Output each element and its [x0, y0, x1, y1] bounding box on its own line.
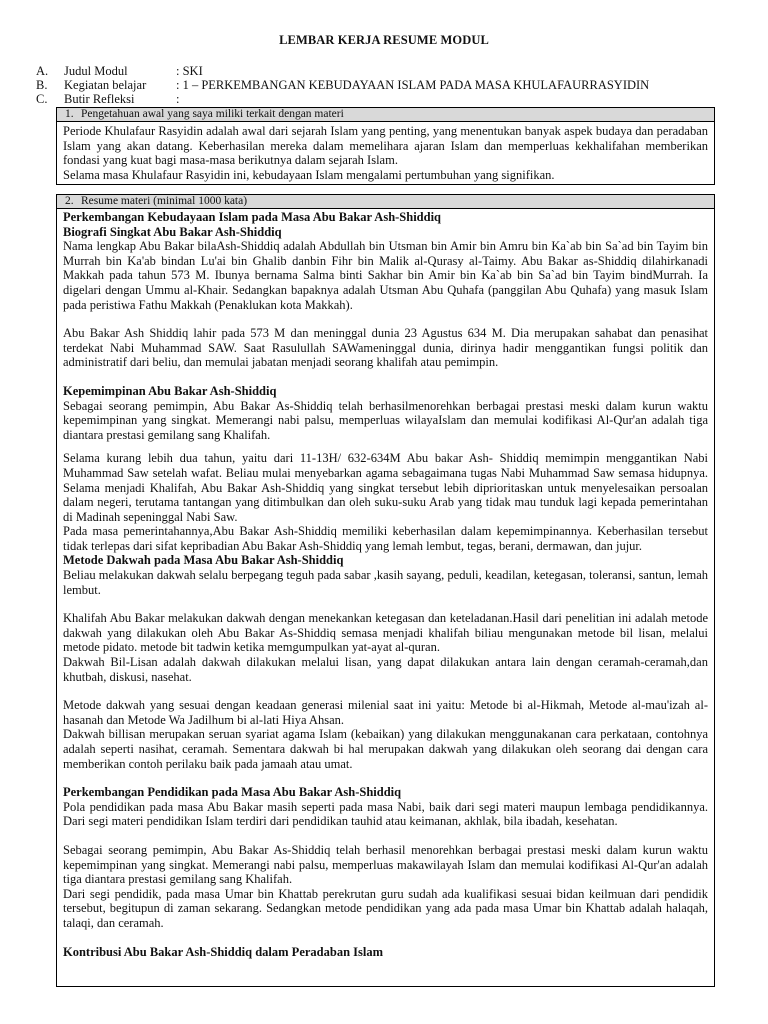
- section-heading: Resume materi (minimal 1000 kata): [81, 195, 248, 207]
- heading-kontribusi: Kontribusi Abu Bakar Ash-Shiddiq dalam Peradaban Islam: [63, 944, 384, 959]
- paragraph: Periode Khulafaur Rasyidin adalah awal dari sejarah Islam yang penting, yang menentukan banyak aspek budaya dan peradaban Islam yang akan datang. Keberhasilan mereka dalam memelihara ajaran Islam dan memperluas kekhalifahan memberikan fondasi yang kuat bagi masa-masa berikutnya dalam sejarah Islam.: [63, 124, 708, 168]
- section-1-box: [56, 107, 715, 185]
- meta-value: :: [176, 92, 180, 106]
- meta-label: Butir Refleksi: [64, 92, 135, 106]
- section-2-body: [57, 209, 714, 959]
- paragraph: Pola pendidikan pada masa Abu Bakar masih seperti pada masa Nabi, baik dari segi materi maupun lembaga pendidikannya. Dari segi materi pendidikan Islam terdiri dari pendidikan tauhid atau keimanan, akhlak, bila ibadah, kesehatan.: [63, 799, 708, 829]
- meta-value: : SKI: [176, 64, 203, 78]
- paragraph: Metode dakwah yang sesuai dengan keadaan generasi milenial saat ini yaitu: Metode bi al-Hikmah, Metode al-mau'izah al-hasanah dan Metode Wa Jadilhum bi al-lati Hiya Ahsan.: [63, 698, 708, 727]
- paragraph: Selama masa Khulafaur Rasyidin ini, kebudayaan Islam mengalami pertumbuhan yang signifikan.: [63, 167, 555, 182]
- heading-kepemimpinan: Kepemimpinan Abu Bakar Ash-Shiddiq: [63, 383, 277, 398]
- paragraph: Dakwah billisan merupakan seruan syariat agama Islam (kebaikan) yang dilakukan menggunakanan cara perkataan, contohnya adalah seperti nasihat, ceramah. Sementara dakwah bi hal merupakan dakwah yang dilakukan oleh seorang dai dengan cara memberikan contoh perilaku baik pada jamaah atau umat.: [63, 727, 708, 771]
- paragraph: Nama lengkap Abu Bakar bilaAsh-Shiddiq adalah Abdullah bin Utsman bin Amir bin Amru bin Ka`ab bin Sa`ad bin Tayim bin Murrah bin Ka'ab bindan Lu'ai bin Ghalib danbin Fihr bin Malik al-Qurasy al-Taimy. Abu Bakar as-Shiddiq dilahirkanadi Makkah pada tahun 573 M. Ibunya bernama Salma binti Sakhar bin Amir bin Ka`ab bin Sa`ad bin Tayim bindMurrah. Ia digelari dengan Ummu al-Khair. Sedangkan bapaknya adalah Utsman Abu Quhafa (panggilan Abu Quhafa) yang masuk Islam pada peristiwa Fathu Makkah (Penaklukan kota Makkah).: [63, 239, 708, 312]
- meta-label: Judul Modul: [64, 64, 128, 78]
- document-title: LEMBAR KERJA RESUME MODUL: [279, 33, 489, 47]
- meta-label: Kegiatan belajar: [64, 78, 147, 92]
- meta-letter: A.: [36, 64, 49, 78]
- paragraph: Selama kurang lebih dua tahun, yaitu dari 11-13H/ 632-634M Abu bakar Ash- Shiddiq memimpin menggantikan Nabi Muhammad Saw setelah wafat. Beliau mulai menyebarkan agama sebagaimana tugas Nabi Muhammad Saw semasa hidupnya. Selama menjadi Khalifah, Abu Bakar Ash-Shiddiq yang singkat tersebut lebih diprioritaskan untuk menyelesaikan persoalan dalam negeri, terutama tantangan yang ditimbulkan dan oleh suku-suku Arab yang tidak mau tunduk lagi kepada pemerintahan di Madinah sepeninggal Nabi Saw.: [63, 451, 708, 524]
- paragraph: Beliau melakukan dakwah selalu berpegang teguh pada sabar ,kasih sayang, peduli, keadilan, ketegasan, toleransi, santun, lemah lembut.: [63, 568, 708, 597]
- meta-letter: B.: [36, 78, 48, 92]
- heading-metode-dakwah: Metode Dakwah pada Masa Abu Bakar Ash-Shiddiq: [63, 553, 344, 568]
- section-2-box: [56, 194, 715, 987]
- meta-letter: C.: [36, 92, 48, 106]
- paragraph: Abu Bakar Ash Shiddiq lahir pada 573 M dan meninggal dunia 23 Agustus 634 M. Dia merupakan sahabat dan penasihat terdekat Nabi Muhammad SAW. Saat Rasulullah SAWameninggal dunia, dirinya hadir menggantikan fungsi politik dan administratif dari beliu, dan memulai jabatan menjadi seorang khalifah atau pemimpin.: [63, 326, 708, 370]
- paragraph: Dari segi pendidik, pada masa Umar bin Khattab perekrutan guru sudah ada kualifikasi sesuai bidan keilmuan dari pendidik tersebut, begitupun di zaman sekarang. Sedangkan metode pendidikan yang ada pada masa Umar bin Khattab adalah halaqah, talaqi, dan ceramah.: [63, 886, 708, 930]
- section-heading: Pengetahuan awal yang saya miliki terkait dengan materi: [81, 108, 344, 120]
- section-number: 2.: [65, 195, 74, 207]
- meta-value: : 1 – PERKEMBANGAN KEBUDAYAAN ISLAM PADA MASA KHULAFAURRASYIDIN: [176, 78, 650, 92]
- heading-pendidikan: Perkembangan Pendidikan pada Masa Abu Bakar Ash-Shiddiq: [63, 785, 402, 800]
- paragraph: Khalifah Abu Bakar melakukan dakwah dengan menekankan ketegasan dan keteladanan.Hasil dari penelitian ini adalah metode dakwah yang dilakukan oleh Abu Bakar As-Shiddiq semasa menjadi khalifah biliau mengunakan metode bil lisan, melalui metode pidato. metode bit tadwin ketika memgumpulkan yat-ayat al-quran.: [63, 611, 708, 655]
- paragraph: Sebagai seorang pemimpin, Abu Bakar As-Shiddiq telah berhasilmenorehkan berbagai prestasi meski dalam kurun waktu kepemimpinan yang singkat. Memerangi nabi palsu, memperluas wilayaIslam dan memulai kodifikasi Al-Qur'an adalah tiga diantara prestasi gemilang sang Khalifah.: [63, 398, 708, 442]
- section-2-header: [57, 195, 714, 209]
- section-1-header: [57, 108, 714, 122]
- paragraph: Dakwah Bil-Lisan adalah dakwah dilakukan melalui lisan, yang dapat dilakukan antara lain dengan ceramah-ceramah,dan khutbah, diskusi, nasehat.: [63, 655, 708, 684]
- paragraph: Pada masa pemerintahannya,Abu Bakar Ash-Shiddiq memiliki keberhasilan dalam kepemimpinannya. Keberhasilan tersebut tidak terlepas dari sifat kepribadian Abu Bakar Ash-Shiddiq yang lemah lembut, tegas, berani, dermawan, dan jujur.: [63, 524, 708, 553]
- resume-main-title: Perkembangan Kebudayaan Islam pada Masa Abu Bakar Ash-Shiddiq: [63, 210, 442, 224]
- heading-biografi: Biografi Singkat Abu Bakar Ash-Shiddiq: [63, 224, 282, 239]
- paragraph: Sebagai seorang pemimpin, Abu Bakar As-Shiddiq telah berhasil menorehkan berbagai prestasi meski dalam kurun waktu kepemimpinan yang singkat. Memerangi nabi palsu, memperluas makawilayah Islam dan memulai kodifikasi Al-Qur'an adalah tiga diantara prestasi gemilang sang Khalifah.: [63, 842, 708, 887]
- section-number: 1.: [65, 108, 74, 120]
- section-1-body: [57, 122, 714, 184]
